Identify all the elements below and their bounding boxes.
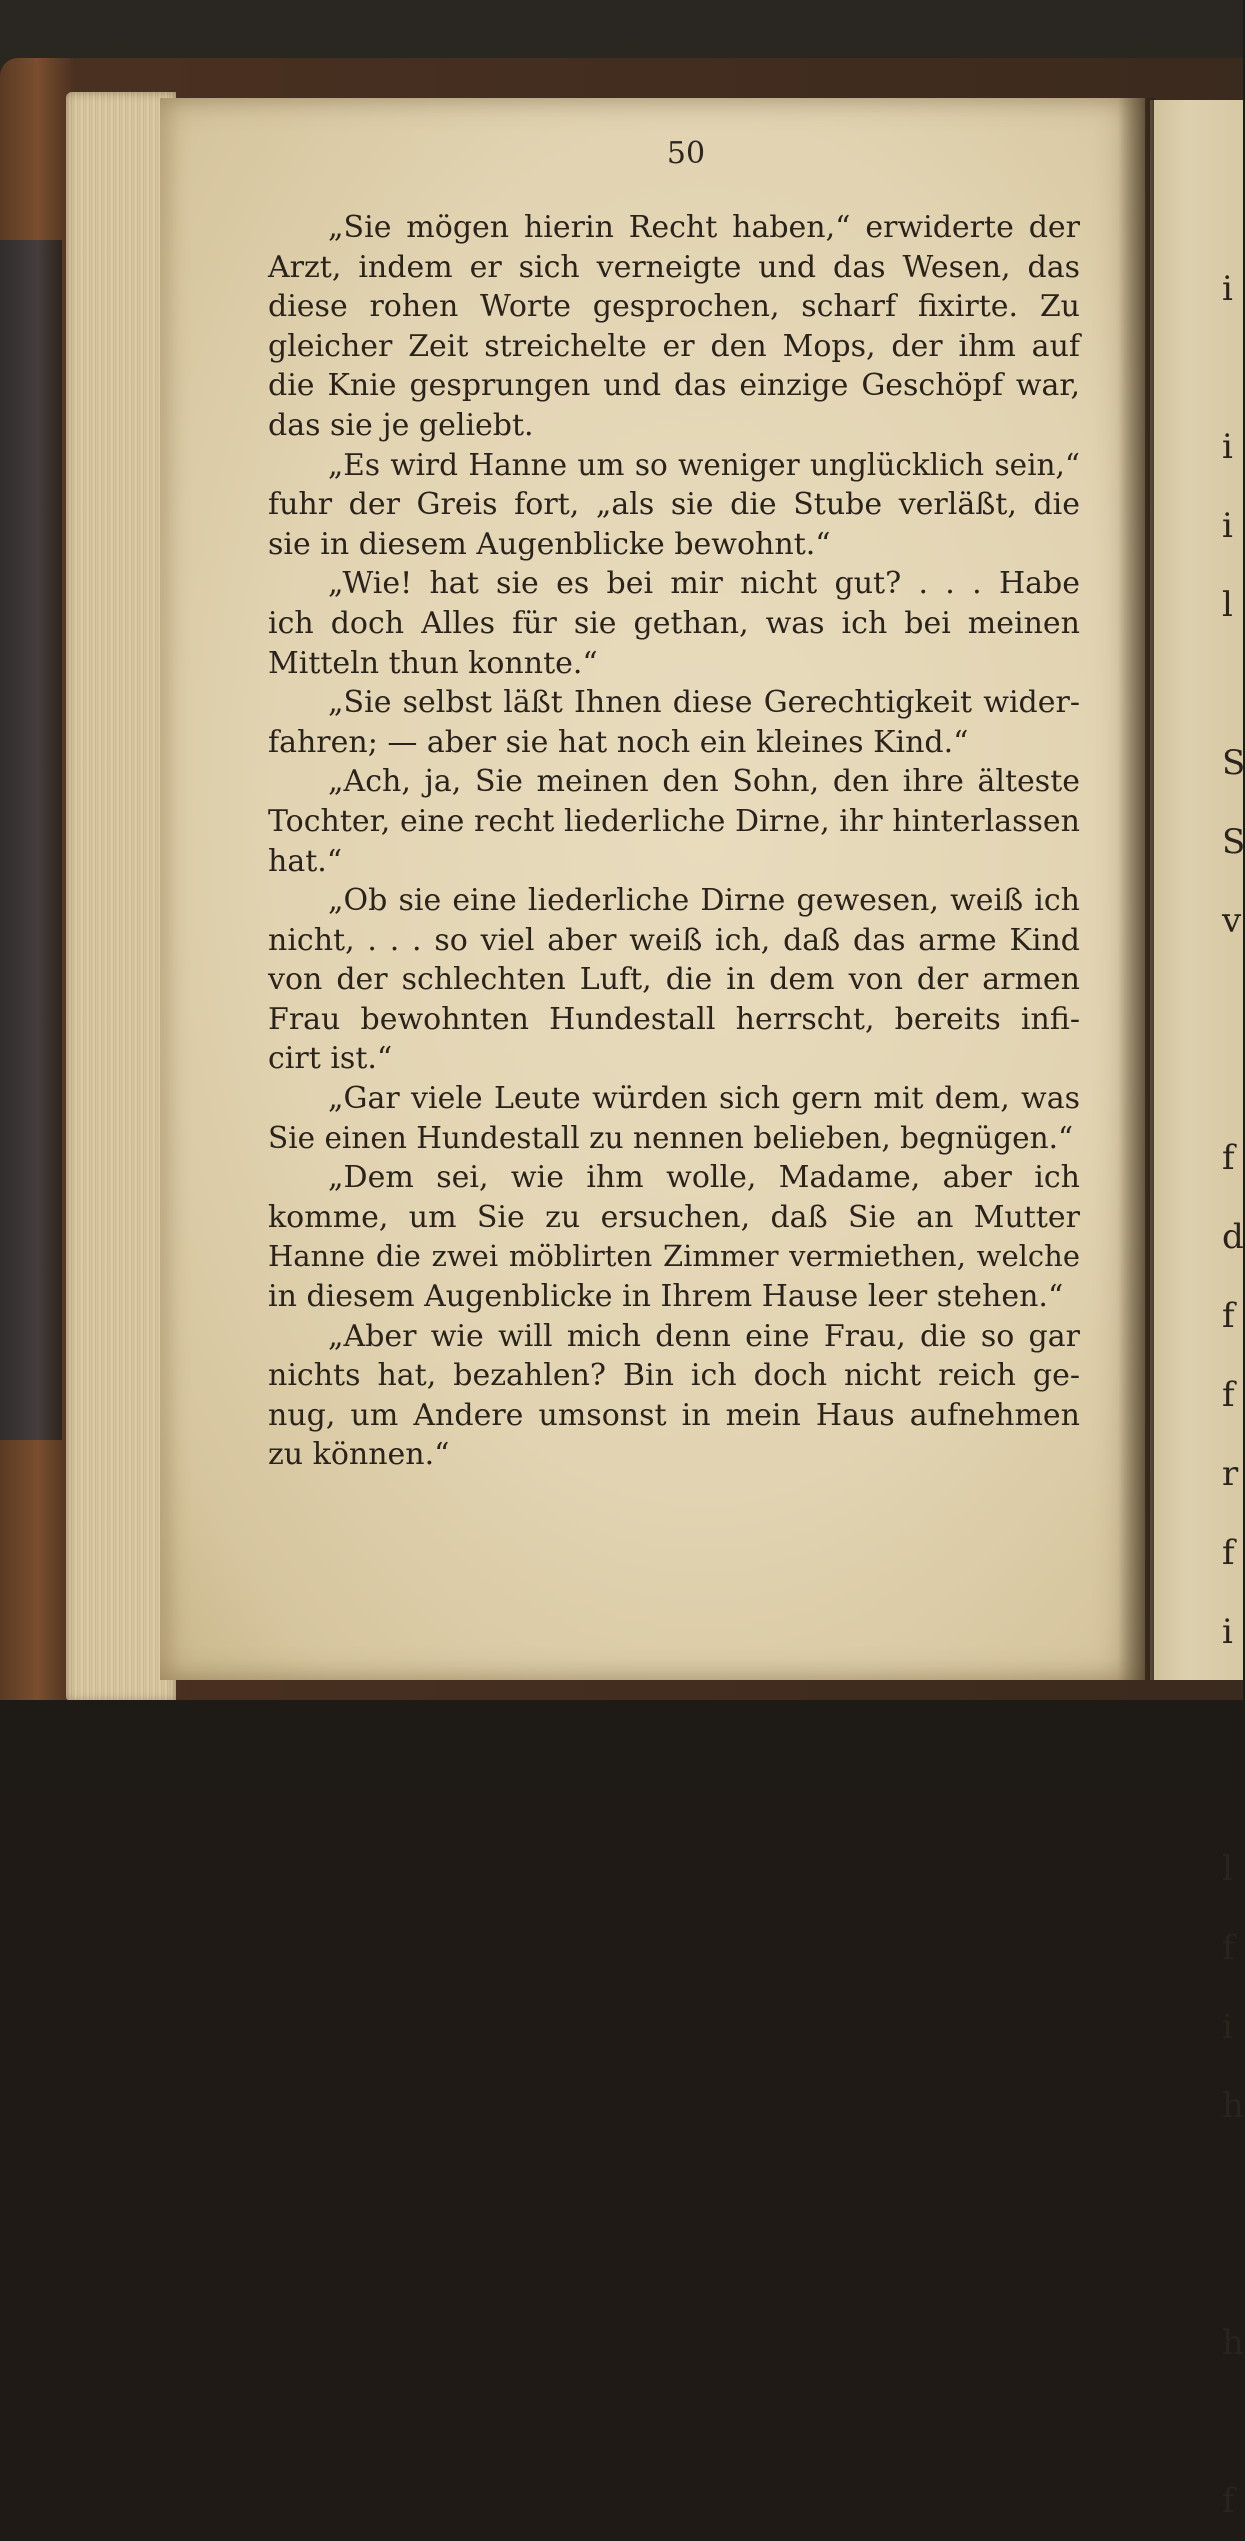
text-line: fuhr der Greis fort, „als sie die Stube verläßt, die xyxy=(268,487,1080,523)
text-line: diese rohen Worte gesprochen, scharf fixirte. Zu xyxy=(268,289,1080,325)
text-line: „Es wird Hanne um so weniger unglücklich sein,“ xyxy=(328,447,1080,482)
text-line: nichts hat, bezahlen? Bin ich doch nicht reich ge- xyxy=(268,1358,1080,1394)
text-line: Hanne die zwei möblirten Zimmer vermiethen, welche xyxy=(268,1239,1080,1274)
text-line: „Sie selbst läßt Ihnen diese Gerechtigkeit wider- xyxy=(328,685,1080,721)
text-line: zu können.“ xyxy=(268,1437,450,1473)
text-line: ich doch Alles für sie gethan, was ich bei meinen xyxy=(268,605,1080,641)
text-line: fahren; — aber sie hat noch ein kleines Kind.“ xyxy=(268,724,969,760)
facing-page-letters: i i i l S S v f d f f r f i l f i h h f xyxy=(1222,269,1245,2521)
page-number: 50 xyxy=(666,136,706,171)
text-line: hat.“ xyxy=(268,843,343,879)
text-line: „Gar viele Leute würden sich gern mit dem, was xyxy=(328,1081,1080,1117)
text-line: „Sie mögen hierin Recht haben,“ erwiderte der xyxy=(328,210,1080,245)
text-line: Frau bewohnten Hundestall herrscht, bereits infi- xyxy=(268,1001,1080,1037)
text-line: Arzt, indem er sich verneigte und das Wesen, das xyxy=(268,249,1080,285)
page-text xyxy=(268,208,1080,1475)
text-line: „Aber wie will mich denn eine Frau, die so gar xyxy=(328,1318,1080,1354)
text-line: „Ach, ja, Sie meinen den Sohn, den ihre älteste xyxy=(328,764,1080,800)
text-line: Sie einen Hundestall zu nennen belieben, begnügen.“ xyxy=(268,1120,1074,1155)
text-line: „Wie! hat sie es bei mir nicht gut? . . . Habe xyxy=(328,566,1080,602)
text-line: „Ob sie eine liederliche Dirne gewesen, weiß ich xyxy=(328,883,1080,919)
text-line: in diesem Augenblicke in Ihrem Hause leer stehen.“ xyxy=(268,1279,1064,1315)
text-line: sie in diesem Augenblicke bewohnt.“ xyxy=(268,526,831,562)
text-line: nicht, . . . so viel aber weiß ich, daß das arme Kind xyxy=(268,922,1080,958)
text-line: gleicher Zeit streichelte er den Mops, der ihm auf xyxy=(268,328,1080,364)
text-line: das sie je geliebt. xyxy=(268,407,534,443)
bottom-background xyxy=(0,1700,1243,1804)
text-line: nug, um Andere umsonst in mein Haus aufnehmen xyxy=(268,1397,1080,1433)
text-line: Mitteln thun konnte.“ xyxy=(268,645,598,681)
cover-spine-edge xyxy=(0,240,62,1440)
text-line: komme, um Sie zu ersuchen, daß Sie an Mutter xyxy=(268,1199,1080,1235)
text-line: die Knie gesprungen und das einzige Geschöpf war, xyxy=(268,368,1080,404)
text-line: von der schlechten Luft, die in dem von der armen xyxy=(268,962,1080,998)
text-line: Tochter, eine recht liederliche Dirne, ihr hinterlassen xyxy=(268,803,1080,839)
text-line: „Dem sei, wie ihm wolle, Madame, aber ich xyxy=(328,1160,1080,1196)
text-line: cirt ist.“ xyxy=(268,1041,393,1077)
book-gutter xyxy=(1118,98,1154,1680)
